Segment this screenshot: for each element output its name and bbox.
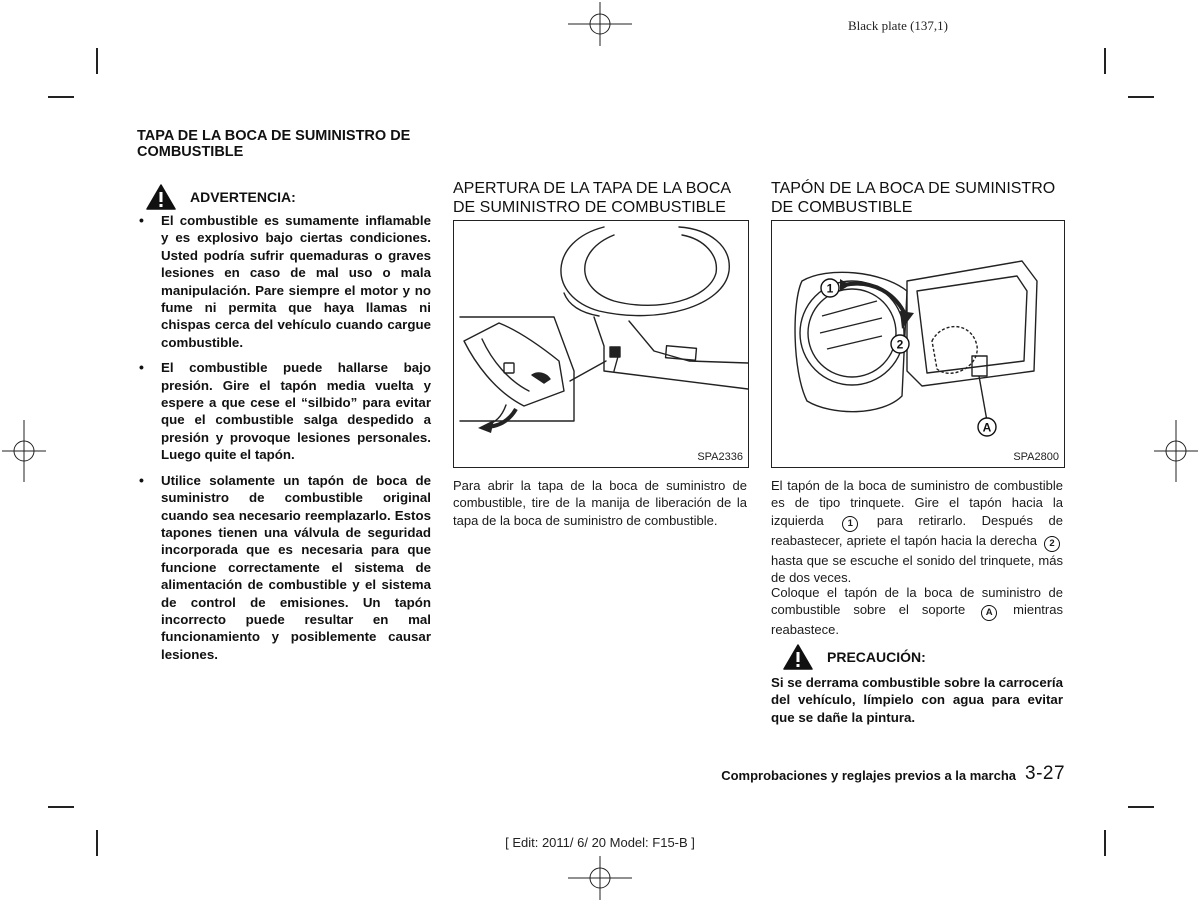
cap-paragraph-1 [771, 477, 1063, 586]
figure-fuel-door-release [453, 220, 749, 468]
cap-paragraph-2 [771, 584, 1063, 639]
warning-list [137, 212, 431, 671]
section-heading: TAPA DE LA BOCA DE SUMINISTRO DE COMBUSTIBLE [137, 128, 411, 160]
fuel-cap-illustration [772, 221, 1064, 467]
callout-a: A [982, 420, 992, 435]
registration-mark-left [0, 418, 48, 484]
registration-mark-top [564, 0, 636, 48]
caution-label: PRECAUCIÓN: [827, 649, 926, 665]
callout-1-inline: 1 [842, 516, 858, 532]
registration-mark-right [1152, 418, 1200, 484]
edit-info: [ Edit: 2011/ 6/ 20 Model: F15-B ] [505, 835, 695, 850]
figure-code: SPA2336 [697, 451, 743, 463]
warning-label: ADVERTENCIA: [190, 189, 296, 205]
callout-a-inline: A [981, 605, 997, 621]
opening-paragraph: Para abrir la tapa de la boca de suministro de combustible, tire de la manija de liberación de la tapa de la boca de suministro de combustible. [453, 478, 747, 528]
callout-2: 2 [896, 337, 904, 352]
figure-fuel-cap [771, 220, 1065, 468]
footer-section-title: Comprobaciones y reglajes previos a la marcha [721, 768, 1016, 783]
figure-code: SPA2800 [1013, 451, 1059, 463]
registration-mark-bottom [564, 854, 636, 902]
cap-text: hasta que se escuche el sonido del trinquete, más de dos veces. [771, 552, 1063, 585]
subsection-heading-cap: TAPÓN DE LA BOCA DE SUMINISTRO DE COMBUSTIBLE [771, 180, 1056, 216]
plate-label: Black plate (137,1) [848, 18, 948, 33]
cap-text: Coloque el tapón de la boca de suministro de combustible sobre el soporte [771, 585, 1063, 618]
warning-triangle-icon [146, 184, 176, 210]
warning-header [146, 184, 296, 210]
list-item: • El combustible puede hallarse bajo presión. Gire el tapón media vuelta y espere a que cese el “silbido” para evitar que el combustible salga despedido a presión y provoque lesiones personales. Luego quite el tapón. [137, 359, 431, 463]
list-item: • El combustible es sumamente inflamable y es explosivo bajo ciertas condiciones. Usted podría sufrir quemaduras o graves lesiones en caso de mal uso o mala manipulación. Pare siempre el motor y no fume ni permita que haya llamas ni chispas cerca del vehículo cuando cargue combustible. [137, 212, 431, 351]
cap-text: mientras reabastece. [771, 602, 1063, 638]
fuel-door-release-illustration [454, 221, 748, 467]
caution-header [783, 644, 926, 670]
page-number: 3-27 [1025, 763, 1066, 784]
list-item: • Utilice solamente un tapón de boca de suministro de combustible original cuando sea necesario reemplazarlo. Estos tapones tienen una válvula de seguridad incorporada que es necesaria para que funcione correctamente el sistema de alimentación de combustible y el sistema de control de emisiones. Un tapón incorrecto puede resultar en mal funcionamiento y posiblemente causar lesiones. [137, 472, 431, 663]
warning-triangle-icon [783, 644, 813, 670]
subsection-heading-opening: APERTURA DE LA TAPA DE LA BOCA DE SUMINISTRO DE COMBUSTIBLE [453, 180, 731, 216]
callout-1: 1 [826, 281, 834, 296]
callout-2-inline: 2 [1044, 536, 1060, 552]
cap-text: El tapón de la boca de suministro de combustible es de tipo trinquete. Gire el tapón hacia la izquierda [771, 478, 1063, 528]
caution-text: Si se derrama combustible sobre la carrocería del vehículo, límpielo con agua para evitar que se dañe la pintura. [771, 675, 1063, 725]
cap-text: para retirarlo. Después de reabastecer, apriete el tapón hacia la derecha [771, 512, 1063, 548]
